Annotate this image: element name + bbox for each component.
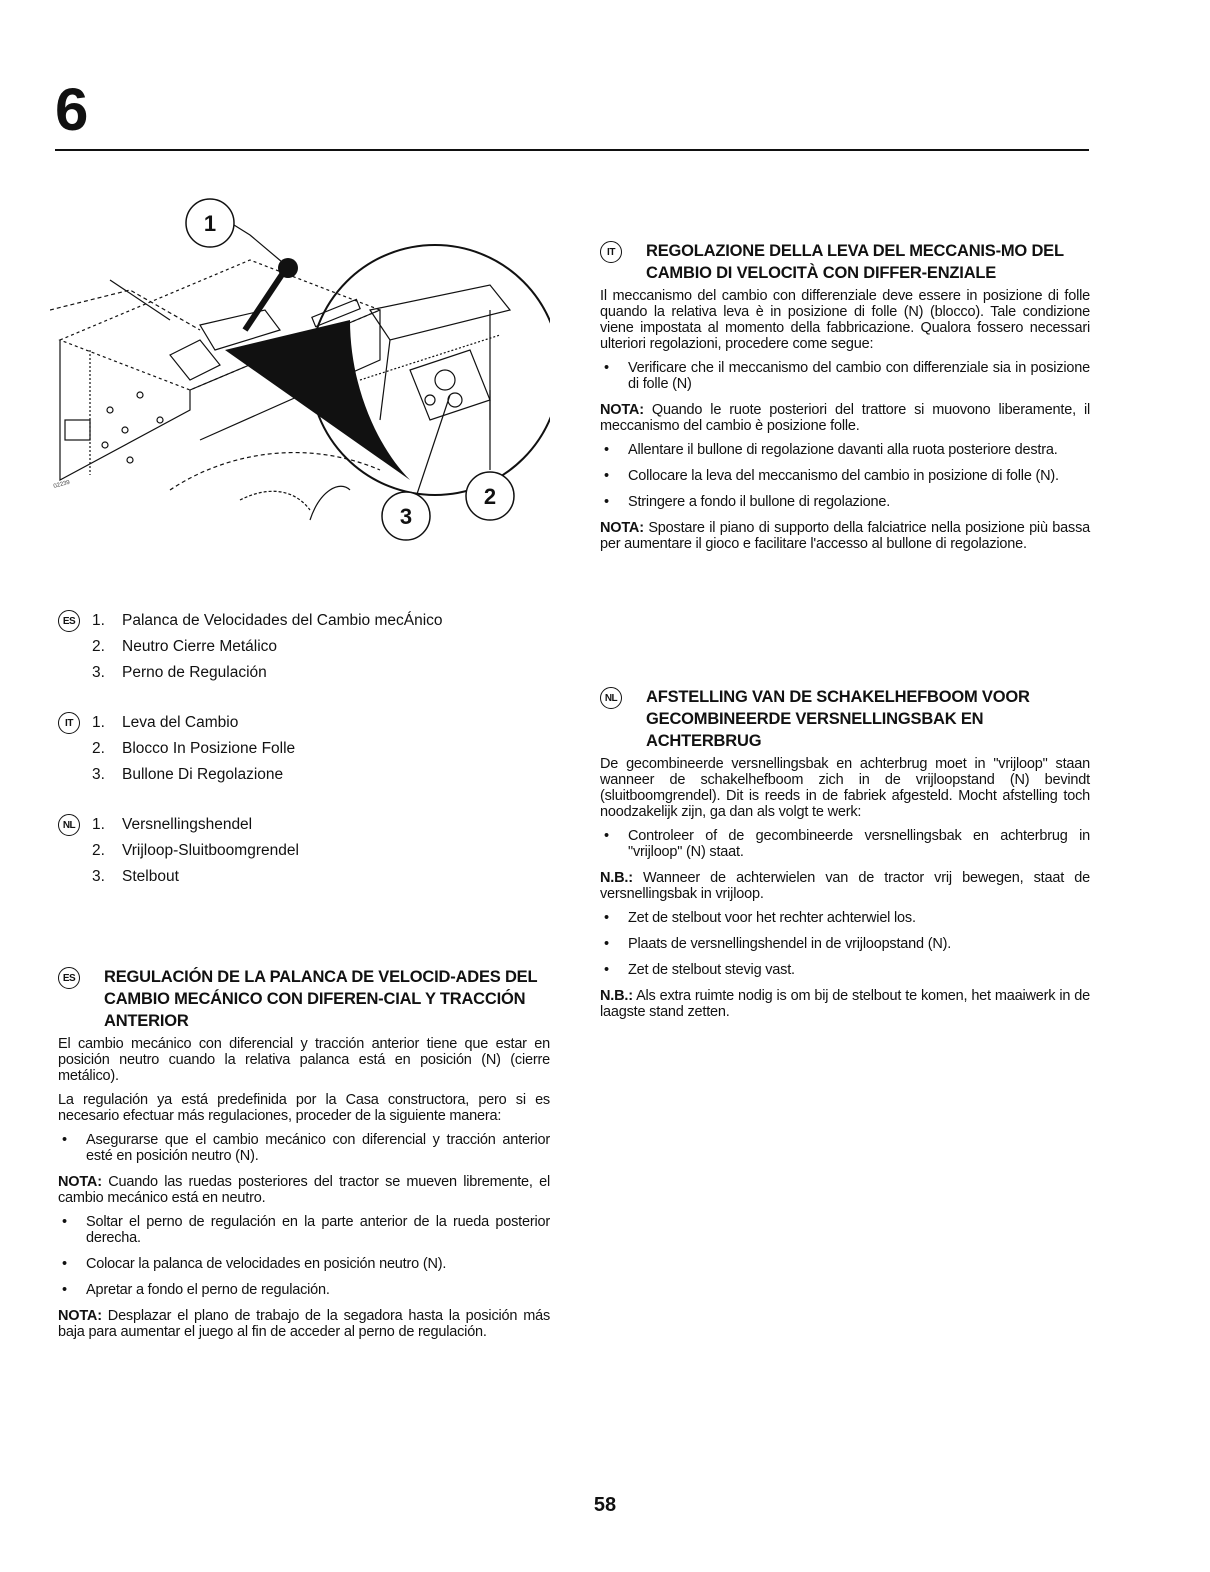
note	[600, 870, 1090, 902]
lang-badge-it: IT	[600, 241, 622, 263]
legend-text: Vrijloop-Sluitboomgrendel	[122, 842, 299, 859]
legend-row	[58, 838, 558, 864]
note	[600, 402, 1090, 434]
legend-number: 3.	[92, 664, 105, 681]
bullet-text: Apretar a fondo el perno de regulación.	[86, 1282, 330, 1298]
chapter-number: 6	[55, 76, 88, 143]
legend-number: 2.	[92, 740, 105, 757]
legend-number: 1.	[92, 612, 105, 629]
lang-badge-es: ES	[58, 610, 80, 632]
note-label: N.B.:	[600, 870, 633, 886]
bullet-text: Controleer of de gecombineerde versnellingsbak en achterbrug in "vrijloop" (N) staat.	[628, 828, 1090, 860]
bullet-text: Collocare la leva del meccanismo del cambio in posizione di folle (N).	[628, 468, 1059, 484]
bullet-text: Soltar el perno de regulación en la parte anterior de la rueda posterior derecha.	[86, 1214, 550, 1246]
legend-row	[58, 762, 558, 788]
bullet-item	[600, 468, 1090, 484]
bullet-item	[600, 494, 1090, 510]
callout-2: 2	[483, 484, 497, 509]
section-heading	[600, 686, 1090, 752]
note-label: NOTA:	[58, 1174, 102, 1190]
note-text: Desplazar el plano de trabajo de la segadora hasta la posición más baja para aumentar el juego al fin de acceder al perno de regulación.	[58, 1308, 550, 1340]
note-label: NOTA:	[58, 1308, 102, 1324]
paragraph: De gecombineerde versnellingsbak en achterbrug moet in "vrijloop" staan wanneer de schakelhefboom zich in de vrijloopstand (N) bevindt (sluitboomgrendel). Dit is reeds in de fabriek afgesteld. Mocht afstelling toch noodzakelijk zijn, ga dan als volgt te werk:	[600, 756, 1090, 820]
paragraph: Il meccanismo del cambio con differenziale deve essere in posizione di folle quando la relativa leva è in posizione di folle (N) (blocco). Tale condizione viene impostata al momento della fabbricazione. Qualora fossero necessari ulteriori regolazioni, procedere come segue:	[600, 288, 1090, 352]
paragraph: El cambio mecánico con diferencial y tracción anterior tiene que estar en posición neutro cuando la relativa palanca está en posición (N) (cierre metálico).	[58, 1036, 550, 1084]
lang-badge-it: IT	[58, 712, 80, 734]
legend-text: Perno de Regulación	[122, 664, 267, 681]
lang-badge-nl: NL	[600, 687, 622, 709]
bullet-icon: •	[62, 1282, 67, 1298]
legend-text: Bullone Di Regolazione	[122, 766, 284, 783]
bullet-icon: •	[62, 1256, 67, 1272]
bullet-text: Zet de stelbout stevig vast.	[628, 962, 795, 978]
section-title: AFSTELLING VAN DE SCHAKELHEFBOOM VOOR GECOMBINEERDE VERSNELLINGSBAK EN ACHTERBRUG	[646, 688, 1030, 750]
legend-number: 1.	[92, 714, 105, 731]
section-heading	[600, 240, 1090, 284]
legend-text: Leva del Cambio	[122, 714, 239, 731]
bullet-icon: •	[604, 468, 609, 484]
bullet-icon: •	[604, 910, 609, 926]
bullet-icon: •	[62, 1214, 67, 1230]
legend-text: Neutro Cierre Metálico	[122, 638, 278, 655]
legend-number: 2.	[92, 842, 105, 859]
legend-row	[58, 710, 558, 736]
legend-it	[58, 710, 558, 788]
note	[58, 1174, 550, 1206]
legend-text: Palanca de Velocidades del Cambio mecÁnico	[122, 612, 443, 629]
lang-badge-es: ES	[58, 967, 80, 989]
bullet-item	[600, 360, 1090, 392]
section-es	[58, 966, 550, 1348]
legend-row	[58, 608, 558, 634]
legend-text: Stelbout	[122, 868, 179, 885]
note-text: Quando le ruote posteriori del trattore si muovono liberamente, il meccanismo del cambio è posizione folle.	[600, 402, 1090, 434]
bullet-text: Plaats de versnellingshendel in de vrijloopstand (N).	[628, 936, 952, 952]
bullet-icon: •	[604, 494, 609, 510]
section-body	[58, 1036, 550, 1340]
note	[58, 1308, 550, 1340]
legend-row	[58, 660, 558, 686]
callout-1: 1	[203, 211, 217, 236]
bullet-text: Stringere a fondo il bullone di regolazione.	[628, 494, 891, 510]
legend-row	[58, 736, 558, 762]
legend-number: 3.	[92, 868, 105, 885]
bullet-icon: •	[604, 828, 609, 844]
figure-legends	[58, 608, 558, 914]
note-label: NOTA:	[600, 520, 644, 536]
bullet-item	[600, 828, 1090, 860]
bullet-item	[600, 910, 1090, 926]
legend-row	[58, 812, 558, 838]
gear-lever-illustration	[50, 190, 550, 570]
section-nl	[600, 686, 1090, 1028]
note	[600, 520, 1090, 552]
header-rule	[55, 149, 1089, 151]
legend-es	[58, 608, 558, 686]
legend-text: Versnellingshendel	[122, 816, 253, 833]
note-text: Wanneer de achterwielen van de tractor vrij bewegen, staat de versnellingsbak in vrijloop.	[600, 870, 1090, 902]
note-label: N.B.:	[600, 988, 633, 1004]
bullet-icon: •	[604, 962, 609, 978]
bullet-text: Verificare che il meccanismo del cambio con differenziale sia in posizione di folle (N)	[628, 360, 1090, 392]
bullet-item	[600, 442, 1090, 458]
legend-number: 2.	[92, 638, 105, 655]
note-label: NOTA:	[600, 402, 644, 418]
note-text: Cuando las ruedas posteriores del tractor se mueven libremente, el cambio mecánico está en neutro.	[58, 1174, 550, 1206]
bullet-item	[58, 1282, 550, 1298]
note-text: Als extra ruimte nodig is om bij de stelbout te komen, het maaiwerk in de laagste stand zetten.	[600, 988, 1090, 1020]
lang-badge-nl: NL	[58, 814, 80, 836]
section-it	[600, 240, 1090, 560]
bullet-item	[58, 1256, 550, 1272]
bullet-item	[600, 936, 1090, 952]
bullet-item	[58, 1214, 550, 1246]
legend-nl	[58, 812, 558, 890]
bullet-icon: •	[62, 1132, 67, 1148]
figure-code: 02239	[52, 479, 71, 490]
bullet-item	[600, 962, 1090, 978]
section-body	[600, 288, 1090, 552]
note	[600, 988, 1090, 1020]
callout-3: 3	[399, 504, 413, 529]
section-title: REGOLAZIONE DELLA LEVA DEL MECCANIS-MO DEL CAMBIO DI VELOCITÀ CON DIFFER-ENZIALE	[646, 242, 1064, 282]
bullet-text: Colocar la palanca de velocidades en posición neutro (N).	[86, 1256, 447, 1272]
legend-row	[58, 864, 558, 890]
legend-number: 3.	[92, 766, 105, 783]
bullet-text: Asegurarse que el cambio mecánico con diferencial y tracción anterior esté en posición neutro (N).	[86, 1132, 550, 1164]
section-body	[600, 756, 1090, 1020]
page-number: 58	[593, 1494, 617, 1516]
paragraph: La regulación ya está predefinida por la Casa constructora, pero si es necesario efectuar más regulaciones, proceder de la siguiente manera:	[58, 1092, 550, 1124]
legend-text: Blocco In Posizione Folle	[122, 740, 296, 757]
legend-number: 1.	[92, 816, 105, 833]
bullet-text: Zet de stelbout voor het rechter achterwiel los.	[628, 910, 916, 926]
bullet-icon: •	[604, 442, 609, 458]
note-text: Spostare il piano di supporto della falciatrice nella posizione più bassa per aumentare il gioco e facilitare l'accesso al bullone di regolazione.	[600, 520, 1090, 552]
section-heading	[58, 966, 550, 1032]
legend-row	[58, 634, 558, 660]
bullet-text: Allentare il bullone di regolazione davanti alla ruota posteriore destra.	[628, 442, 1058, 458]
bullet-icon: •	[604, 936, 609, 952]
section-title: REGULACIÓN DE LA PALANCA DE VELOCID-ADES DEL CAMBIO MECÁNICO CON DIFEREN-CIAL Y TRACCIÓN ANTERIOR	[104, 968, 538, 1030]
bullet-item	[58, 1132, 550, 1164]
bullet-icon: •	[604, 360, 609, 376]
